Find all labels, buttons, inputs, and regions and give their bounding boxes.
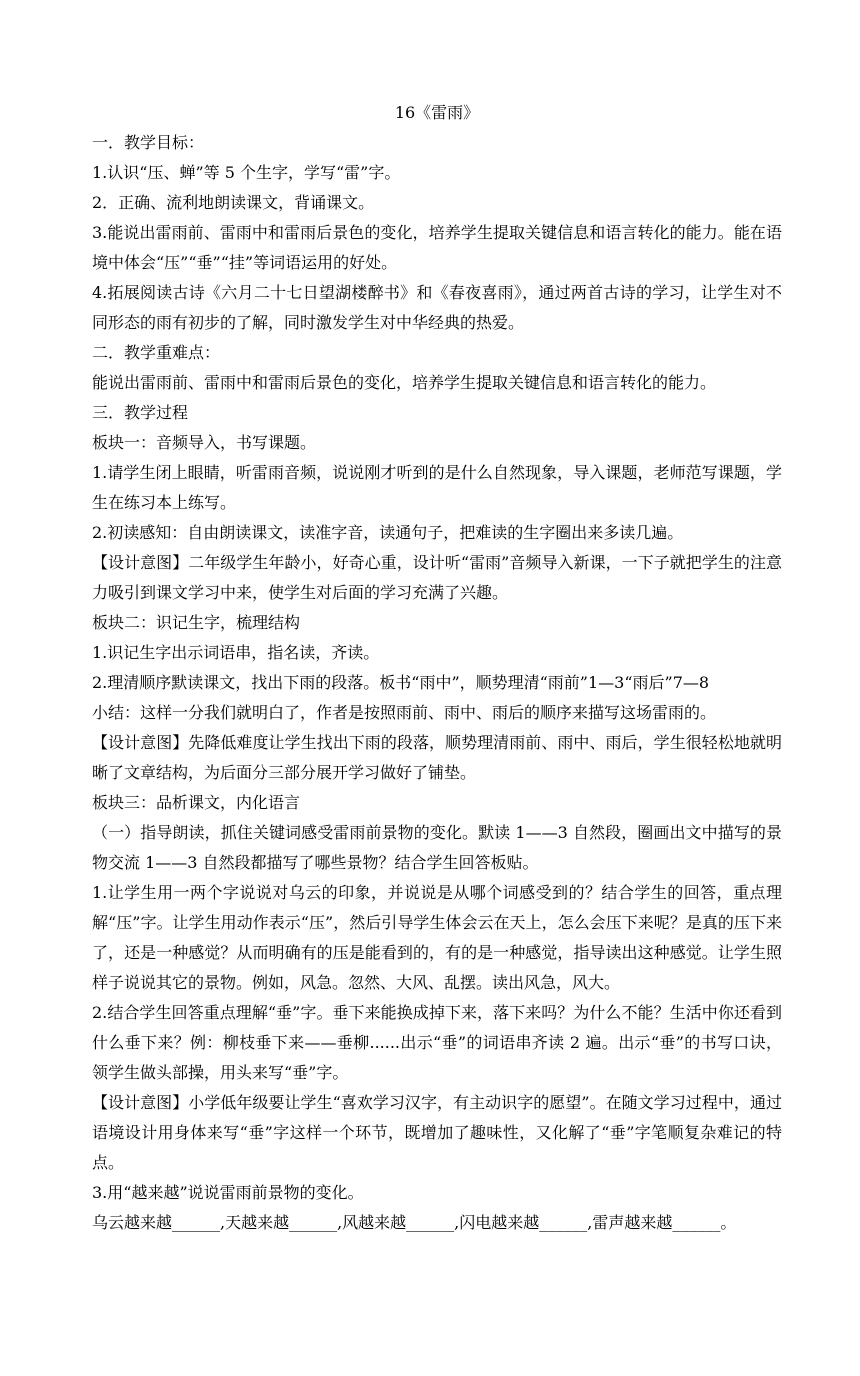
section-2-heading: 板块二：识记生字，梳理结构 [92,613,301,632]
document-page [92,98,782,1238]
section-3-step-1: 1.让学生用一两个字说说对乌云的印象，并说说是从哪个词感受到的？结合学生的回答，重点理解“压”字。让学生用动作表示“压”，然后引导学生体会云在天上，怎么会压下来呢？是真的压下来了，还是一种感觉？从而明确有的压是能看到的，有的是一种感觉，指导读出这种感觉。让学生照样子说说其它的景物。例如，风急。忽然、大风、乱摆。读出风急，风大。 [92,883,782,992]
section-3-part-1: （一）指导朗读，抓住关键词感受雷雨前景物的变化。默读 1——3 自然段，圈画出文中描写的景物交流 1——3 自然段都描写了哪些景物？结合学生回答板贴。 [92,823,782,872]
section-2-step-1: 1.识记生字出示词语串，指名读，齐读。 [92,643,380,662]
section-3-step-2: 2.结合学生回答重点理解“垂”字。垂下来能换成掉下来，落下来吗？为什么不能？生活中你还看到什么垂下来？例：柳枝垂下来——垂柳......出示“垂”的词语串齐读 2 遍。出示“垂”的书写口诀，领学生做头部操，用头来写“垂”字。 [92,1003,782,1082]
heading-teaching-process: 三．教学过程 [92,403,189,422]
section-2-summary: 小结：这样一分我们就明白了，作者是按照雨前、雨中、雨后的顺序来描写这场雷雨的。 [92,703,717,722]
goal-3: 3.能说出雷雨前、雷雨中和雷雨后景色的变化，培养学生提取关键信息和语言转化的能力。能在语境中体会“压”“垂”“挂”等词语运用的好处。 [92,223,782,272]
fill-in-blank-exercise: 乌云越来越______,天越来越______,风越来越______,闪电越来越______,雷声越来越______。 [92,1213,737,1232]
design-intent-1: 【设计意图】二年级学生年龄小，好奇心重，设计听“雷雨”音频导入新课，一下子就把学生的注意力吸引到课文学习中来，使学生对后面的学习充满了兴趣。 [92,553,782,602]
section-1-step-1: 1.请学生闭上眼睛，听雷雨音频，说说刚才听到的是什么自然现象，导入课题，老师范写课题，学生在练习本上练写。 [92,463,782,512]
document-title: 16《雷雨》 [394,103,480,122]
section-3-heading: 板块三：品析课文，内化语言 [92,793,301,812]
design-intent-2: 【设计意图】先降低难度让学生找出下雨的段落，顺势理清雨前、雨中、雨后，学生很轻松地就明晰了文章结构，为后面分三部分展开学习做好了铺垫。 [92,733,782,782]
goal-4: 4.拓展阅读古诗《六月二十七日望湖楼醉书》和《春夜喜雨》，通过两首古诗的学习，让学生对不同形态的雨有初步的了解，同时激发学生对中华经典的热爱。 [92,283,782,332]
section-3-step-3: 3.用“越来越”说说雷雨前景物的变化。 [92,1183,364,1202]
heading-teaching-goals: 一．教学目标： [92,133,205,152]
key-points-text: 能说出雷雨前、雷雨中和雷雨后景色的变化，培养学生提取关键信息和语言转化的能力。 [92,373,717,392]
section-1-step-2: 2.初读感知：自由朗读课文，读准字音，读通句子，把难读的生字圈出来多读几遍。 [92,523,684,542]
design-intent-3: 【设计意图】小学低年级要让学生“喜欢学习汉字，有主动识字的愿望”。在随文学习过程中，通过语境设计用身体来写“垂”字这样一个环节，既增加了趣味性，又化解了“垂”字笔顺复杂难记的特点。 [92,1093,782,1172]
section-2-step-2: 2.理清顺序默读课文，找出下雨的段落。板书“雨中”，顺势理清“雨前”1—3“雨后”7—8 [92,673,710,692]
goal-2: 2．正确、流利地朗读课文，背诵课文。 [92,193,375,212]
section-1-heading: 板块一：音频导入，书写课题。 [92,433,317,452]
heading-key-points: 二．教学重难点： [92,343,221,362]
goal-1: 1.认识“压、蝉”等 5 个生字，学写“雷”字。 [92,163,401,182]
